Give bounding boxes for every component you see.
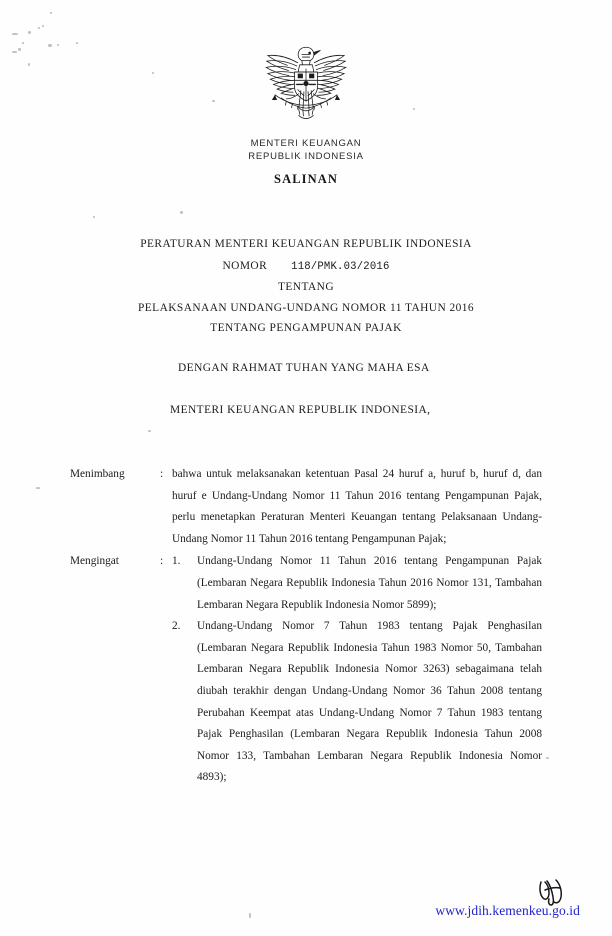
clause-colon-menimbang: : [160, 468, 164, 480]
subject-line-2: TENTANG PENGAMPUNAN PAJAK [210, 322, 402, 334]
clause-mengingat [70, 551, 542, 789]
scan-speckle [36, 487, 40, 489]
scan-speckle [93, 216, 95, 218]
list-item-number: 1. [172, 555, 181, 568]
enacting-authority-line: MENTERI KEUANGAN REPUBLIK INDONESIA, [170, 404, 431, 416]
list-item-text: Undang-Undang Nomor 7 Tahun 1983 tentang Pajak Penghasilan (Lembaran Negara Republik Indonesia Tahun 1983 Nomor 50, Tambahan Lembaran Negara Republik Indonesia Nomor 3263) sebagaimana telah diubah terakhir dengan Undang-Undang Nomor 36 Tahun 2008 tentang Perubahan Keempat atas Undang-Undang Nomor 7 Tahun 1983 tentang Pajak Penghasilan (Lembaran Negara Republik Indonesia Tahun 2008 Nomor 133, Tambahan Lembaran Negara Republik Indonesia Nomor 4893); [197, 620, 542, 784]
menimbang-paragraph: bahwa untuk melaksanakan ketentuan Pasal 24 huruf a, huruf b, huruf d, dan huruf e Undang-Undang Nomor 11 Tahun 2016 tentang Pengampunan Pajak, perlu menetapkan Peraturan Menteri Keuangan tentang Pelaksanaan Undang-Undang Nomor 11 Tahun 2016 tentang Pengampunan Pajak; [172, 468, 542, 545]
nomor-value: 118/PMK.03/2016 [291, 260, 390, 273]
scan-speckle [148, 430, 151, 432]
regulation-number-row [0, 255, 612, 278]
list-item-text: Undang-Undang Nomor 11 Tahun 2016 tentang Pengampunan Pajak (Lembaran Negara Republik Indonesia Tahun 2016 Nomor 131, Tambahan Lembaran Negara Republik Indonesia Nomor 5899); [197, 555, 542, 611]
scan-speckle [50, 12, 52, 14]
scan-speckle [28, 31, 31, 34]
garuda-pancasila-emblem [254, 40, 358, 132]
clause-label-mengingat: Mengingat [70, 555, 119, 568]
scan-speckle [546, 757, 549, 759]
clause-menimbang [70, 464, 542, 550]
list-item [172, 616, 542, 789]
considerans-block [70, 464, 542, 789]
footer-url[interactable]: www.jdih.kemenkeu.go.id [435, 903, 580, 918]
invocation-line: DENGAN RAHMAT TUHAN YANG MAHA ESA [178, 362, 430, 374]
list-item-number: 2. [172, 620, 181, 633]
list-item [172, 551, 542, 616]
subject-line-1: PELAKSANAAN UNDANG-UNDANG NOMOR 11 TAHUN 2016 [137, 301, 475, 314]
clause-colon-mengingat: : [160, 555, 164, 568]
clause-label-menimbang: Menimbang [70, 468, 125, 480]
scan-speckle [38, 27, 40, 29]
tentang-heading: TENTANG [277, 281, 334, 293]
ministry-name-line-2: REPUBLIK INDONESIA [248, 150, 364, 162]
clause-body-menimbang [172, 464, 542, 550]
document-title-block [0, 234, 612, 339]
clause-body-mengingat [172, 551, 542, 789]
scan-speckle [180, 211, 183, 214]
masthead [0, 40, 612, 187]
ministry-name-line-1: MENTERI KEUANGAN [250, 138, 362, 149]
scan-speckle [12, 33, 18, 35]
nomor-label: NOMOR [222, 259, 268, 272]
regulation-heading: PERATURAN MENTERI KEUANGAN REPUBLIK INDONESIA [140, 238, 472, 250]
scan-speckle [42, 25, 44, 27]
copy-marker: SALINAN [274, 172, 338, 186]
